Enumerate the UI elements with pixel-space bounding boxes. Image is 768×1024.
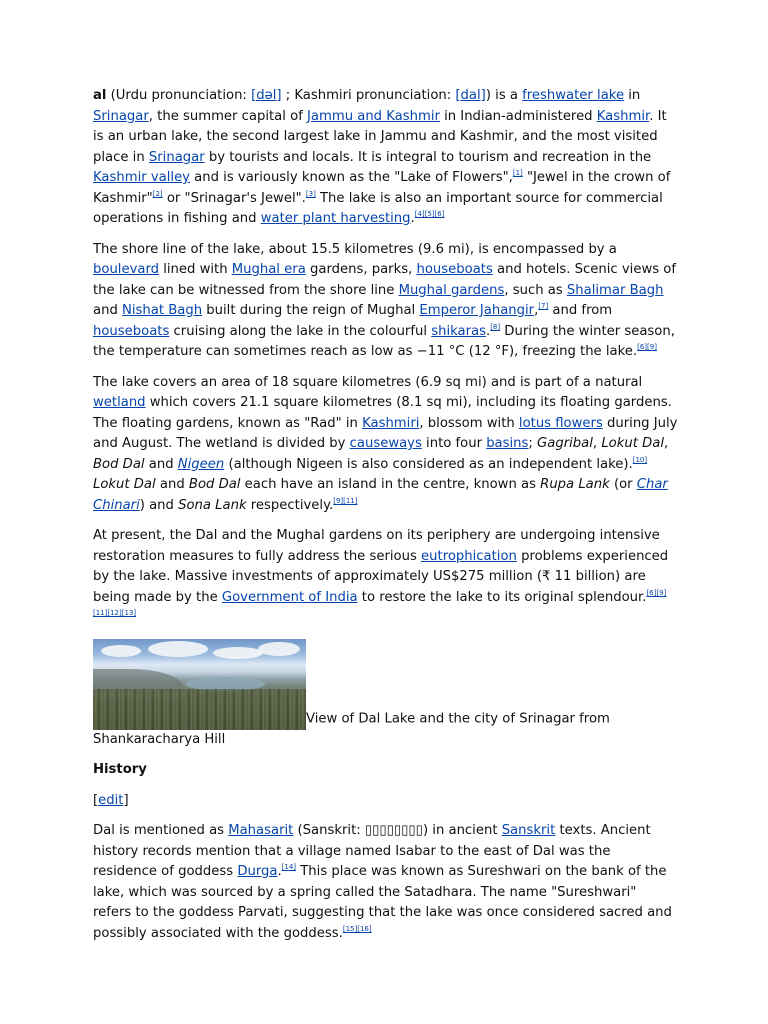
link-houseboats[interactable]: houseboats — [93, 323, 170, 339]
text: each have an island in the centre, known as — [240, 477, 541, 492]
text: Dal is mentioned as — [93, 823, 229, 838]
section-heading-history: History — [93, 762, 147, 777]
text: (or — [609, 477, 637, 492]
text: , — [664, 436, 669, 451]
text: , — [592, 436, 602, 451]
link-boulevard[interactable]: boulevard — [93, 262, 160, 277]
text: "Jewel in the crown of Kashmir" — [93, 170, 671, 206]
text: during July and August. The wetland is divided by — [93, 415, 678, 451]
text: or "Srinagar's Jewel". — [162, 190, 306, 206]
citation — [415, 210, 445, 218]
link-jammu-and-kashmir[interactable]: Jammu and Kashmir — [307, 108, 440, 124]
citation — [343, 925, 372, 933]
link-srinagar[interactable]: Srinagar — [148, 149, 205, 165]
link-emperor-jahangir[interactable]: Emperor Jahangir — [419, 303, 535, 318]
island-name: Sona Lank — [178, 497, 247, 513]
link-causeways[interactable]: causeways — [349, 436, 422, 451]
edit-section — [93, 791, 678, 812]
basin-name: Bod Dal — [188, 477, 241, 492]
link-srinagar[interactable]: Srinagar — [93, 108, 149, 124]
dal-lake-photo[interactable] — [93, 639, 306, 730]
text: This place was known as Sureshwari on the bank of the lake, which was sourced by a spring called the Satadhara. The name "Sureshwari" refers to the goddess Parvati, suggesting that the lake was once considered sacred and possibly associated with the goddess. — [93, 864, 672, 941]
reference-link[interactable]: [2] — [152, 189, 163, 198]
text: respectively. — [246, 497, 334, 513]
link-nigeen[interactable]: Nigeen — [177, 456, 225, 472]
text: lined with — [159, 262, 232, 277]
text: , blossom with — [419, 415, 519, 431]
reference-link[interactable]: [10] — [632, 455, 648, 464]
basin-name: Lokut Dal — [601, 436, 664, 451]
link-water-plant-harvesting[interactable]: water plant harvesting — [260, 211, 411, 226]
citation — [306, 190, 316, 198]
link-mahasarit[interactable]: Mahasarit — [228, 823, 294, 838]
history-paragraph — [93, 821, 678, 944]
shoreline-paragraph — [93, 240, 678, 363]
reference-link[interactable]: [14] — [281, 863, 297, 871]
citation — [633, 456, 647, 464]
text: , the summer capital of — [148, 108, 308, 124]
reference-link[interactable]: [7] — [538, 302, 549, 310]
ipa-link[interactable]: [dal] — [455, 88, 486, 103]
area-paragraph — [93, 373, 678, 517]
text: The lake covers an area of 18 square kilometres (6.9 sq mi) and is part of a natural — [93, 374, 643, 390]
text: (Sanskrit: — [293, 823, 365, 838]
bracket: ] — [123, 792, 129, 808]
link-char-chinari[interactable]: Char Chinari — [93, 477, 668, 513]
basin-name: Lokut Dal — [93, 477, 156, 492]
figure-caption: View of Dal Lake and the city of Srinagar from Shankaracharya Hill — [93, 711, 610, 747]
link-freshwater-lake[interactable]: freshwater lake — [522, 88, 625, 103]
text: (Urdu pronunciation: — [106, 88, 252, 103]
island-name: Rupa Lank — [540, 477, 610, 492]
text: by tourists and locals. It is integral to tourism and recreation in the — [204, 149, 652, 165]
text: cruising along the lake in the colourful — [169, 323, 432, 339]
text: . — [410, 211, 415, 226]
link-kashmiri[interactable]: Kashmiri — [362, 415, 420, 431]
reference-link[interactable]: [6][9][11][12][13] — [93, 588, 667, 617]
text: into four — [421, 436, 487, 451]
link-basins[interactable]: basins — [486, 436, 529, 451]
text: ; Kashmiri pronunciation: — [281, 88, 456, 103]
link-houseboats[interactable]: houseboats — [416, 262, 493, 277]
bracket: [ — [93, 792, 99, 808]
text: built during the reign of Mughal — [202, 303, 420, 318]
article-body — [93, 86, 678, 954]
reference-link[interactable]: [8] — [490, 322, 501, 331]
text: At present, the Dal and the Mughal gardens on its periphery are undergoing intensive restoration measures to fully address the serious — [93, 528, 660, 564]
text: in — [624, 88, 641, 103]
sanskrit-script: ▯▯▯▯▯▯▯▯ — [364, 823, 423, 838]
text: . — [277, 864, 282, 879]
text: to restore the lake to its original splendour. — [357, 589, 647, 605]
text: (although Nigeen is also considered as an independent lake). — [224, 456, 633, 472]
basin-name: Gagribal — [537, 436, 593, 451]
citation — [538, 302, 548, 310]
text: which covers 21.1 square kilometres (8.1 sq mi), including its floating gardens. The floating gardens, known as "Rad" in — [93, 395, 672, 431]
reference-link[interactable]: [6][9] — [637, 343, 657, 351]
text: During the winter season, the temperature can sometimes reach as low as −11 °C (12 °F), freezing the lake. — [93, 323, 675, 359]
reference-link[interactable]: [3] — [305, 189, 316, 198]
link-eutrophication[interactable]: eutrophication — [421, 548, 517, 564]
link-wetland[interactable]: wetland — [93, 395, 146, 410]
restoration-paragraph — [93, 526, 678, 629]
reference-link[interactable]: [4][5][6] — [414, 210, 445, 218]
intro-paragraph — [93, 86, 678, 230]
text: . — [485, 323, 491, 339]
link-shikaras[interactable]: shikaras — [431, 323, 486, 339]
link-kashmir[interactable]: Kashmir — [596, 108, 650, 124]
text: gardens, parks, — [305, 262, 417, 277]
ipa-link[interactable]: [dəl] — [251, 88, 282, 103]
text: and is variously known as the "Lake of Flowers", — [189, 170, 513, 185]
citation — [282, 863, 296, 871]
text: . It is an urban lake, the second largest lake in Jammu and Kashmir, and the most visited place in — [93, 108, 667, 165]
link-mughal-gardens[interactable]: Mughal gardens — [398, 282, 505, 298]
text: The shore line of the lake, about 15.5 kilometres (9.6 mi), is encompassed by a — [93, 241, 617, 257]
edit-link[interactable]: edit — [98, 792, 124, 808]
figure — [93, 639, 678, 751]
reference-link[interactable]: [9][11] — [333, 496, 358, 505]
citation — [490, 323, 500, 331]
link-shalimar-bagh[interactable]: Shalimar Bagh — [566, 282, 664, 298]
citation — [637, 343, 657, 351]
text: ) in ancient — [422, 823, 502, 838]
link-durga[interactable]: Durga — [237, 864, 278, 879]
text: and — [155, 477, 189, 492]
text: and hotels. Scenic views of the lake can be witnessed from the shore line — [93, 262, 677, 298]
text: and from — [548, 303, 613, 318]
link-lotus-flowers[interactable]: lotus flowers — [518, 415, 603, 431]
text: ; — [528, 436, 538, 451]
link-nishat-bagh[interactable]: Nishat Bagh — [122, 303, 203, 318]
text: , — [534, 303, 539, 318]
link-mughal-era[interactable]: Mughal era — [231, 262, 306, 277]
text: and — [144, 456, 178, 472]
basin-name: Bod Dal — [93, 456, 145, 472]
citation — [513, 169, 523, 177]
text: ) and — [139, 497, 179, 513]
text: The lake is also an important source for commercial operations in fishing and — [93, 190, 663, 226]
text: problems experienced by the lake. Massive investments of approximately US$275 million (₹ 11 billion) are being made by the — [93, 548, 669, 605]
text: ) is a — [485, 88, 523, 103]
link-kashmir-valley[interactable]: Kashmir valley — [93, 170, 190, 185]
article-subject: al — [93, 88, 107, 103]
link-sanskrit[interactable]: Sanskrit — [501, 823, 556, 838]
reference-link[interactable]: [1] — [512, 169, 523, 177]
text: , such as — [504, 282, 567, 298]
link-government-of-india[interactable]: Government of India — [221, 589, 358, 605]
citation — [153, 190, 163, 198]
text: texts. Ancient history records mention that a village named Isabar to the east of Dal was the residence of goddess — [93, 823, 651, 879]
reference-link[interactable]: [15][16] — [342, 924, 372, 933]
citation — [333, 497, 357, 505]
text: in Indian-administered — [439, 108, 597, 124]
text: and — [93, 303, 123, 318]
